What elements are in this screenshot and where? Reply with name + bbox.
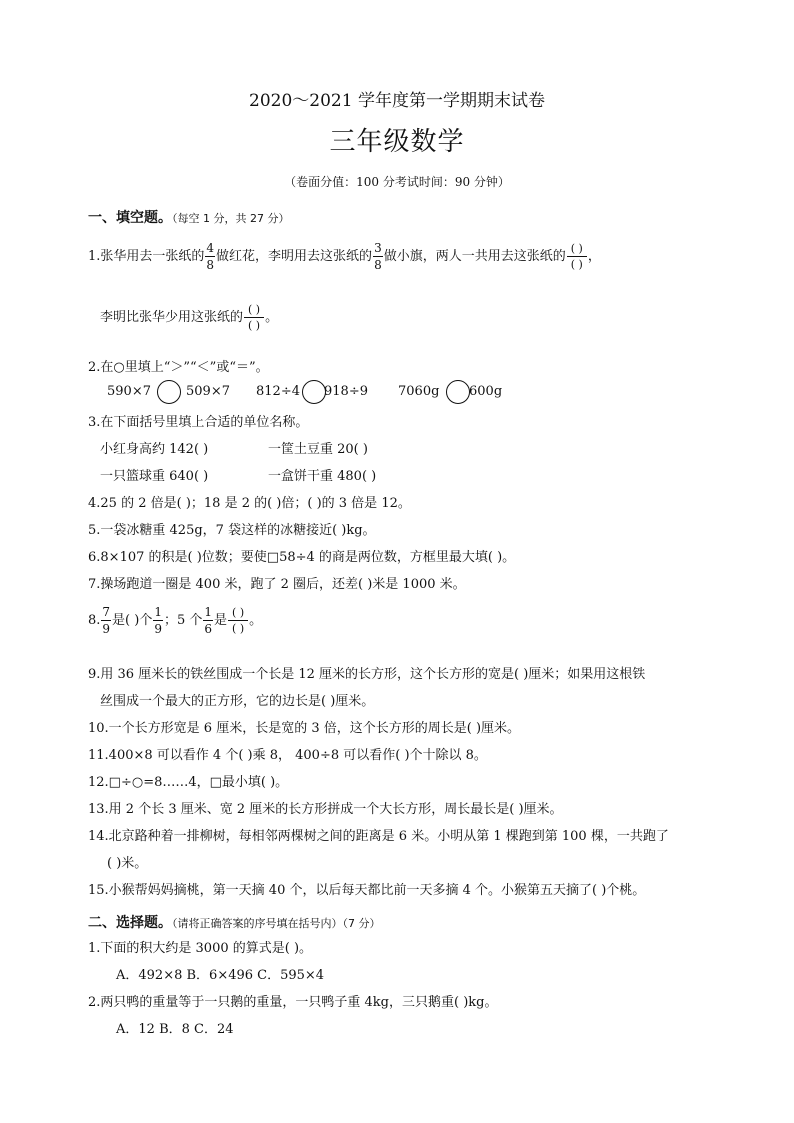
- section2-heading: [88, 912, 381, 932]
- frac-denominator: 9: [154, 622, 162, 636]
- q1-text-a: 1.张华用去一张纸的: [88, 249, 205, 264]
- frac-numerator: ( ): [570, 242, 583, 255]
- section1-heading: [88, 207, 289, 227]
- q8-text-e: 。: [249, 613, 263, 628]
- frac-denominator: ( ): [570, 258, 583, 271]
- compare-item-5: 7060g: [398, 384, 440, 399]
- compare-item-6: 600g: [469, 384, 503, 399]
- section2-title: 二、选择题。: [88, 915, 172, 931]
- q1-text-e: 。: [265, 310, 279, 325]
- question-11: 11.400×8 可以看作 4 个( )乘 8， 400÷8 可以看作( )个十除以 8。: [88, 748, 487, 763]
- answer-blank-fraction[interactable]: [244, 304, 264, 331]
- choice-question-2: 2.两只鸭的重量等于一只鹅的重量，一只鸭子重 4kg，三只鹅重( )kg。: [88, 995, 498, 1010]
- unit-blank-basketball[interactable]: 一只篮球重 640( ): [100, 469, 209, 484]
- q1-text-d: ，: [587, 249, 601, 264]
- answer-blank-fraction[interactable]: [228, 607, 248, 634]
- question-3: 3.在下面括号里填上合适的单位名称。: [88, 415, 309, 430]
- frac-denominator: 6: [204, 622, 213, 636]
- compare-circle[interactable]: [302, 380, 326, 404]
- frac-numerator: 7: [102, 605, 111, 619]
- section1-title: 一、填空题。: [88, 210, 172, 226]
- q1-text-line2: 李明比张华少用这张纸的: [100, 310, 244, 325]
- frac-numerator: 3: [374, 241, 382, 255]
- q8-text-b: 是( )个: [112, 613, 153, 628]
- subject-title: 三年级数学: [329, 127, 465, 157]
- compare-item-2: 509×7: [186, 384, 230, 399]
- unit-blank-potatoes[interactable]: 一筐土豆重 20( ): [268, 442, 368, 457]
- compare-circle[interactable]: [446, 380, 470, 404]
- q8-text-c: ；5 个: [163, 613, 203, 628]
- question-4: 4.25 的 2 倍是( )；18 是 2 的( )倍；( )的 3 倍是 12。: [88, 496, 411, 511]
- exam-title: 2020～2021 学年度第一学期期末试卷: [249, 91, 545, 111]
- frac-numerator: 1: [154, 605, 162, 619]
- question-8: [88, 606, 262, 635]
- question-15: 15.小猴帮妈妈摘桃，第一天摘 40 个，以后每天都比前一天多摘 4 个。小猴第五天摘了( )个桃。: [88, 883, 646, 898]
- question-14-line-2: ( )米。: [107, 856, 148, 871]
- question-2: 2.在○里填上“＞”“＜”或“＝”。: [88, 360, 269, 375]
- frac-denominator: 9: [102, 622, 111, 636]
- exam-info: （卷面分值：100 分考试时间：90 分钟）: [284, 175, 510, 189]
- question-14: 14.北京路种着一排柳树，每相邻两棵树之间的距离是 6 米。小明从第 1 棵跑到第 100 棵，一共跑了: [88, 829, 669, 844]
- frac-denominator: ( ): [248, 319, 261, 332]
- compare-item-1: 590×7: [107, 384, 151, 399]
- unit-blank-biscuits[interactable]: 一盒饼干重 480( ): [268, 469, 377, 484]
- question-1-line-2: [100, 304, 278, 331]
- question-9: 9.用 36 厘米长的铁丝围成一个长是 12 厘米的长方形，这个长方形的宽是( )厘米；如果用这根铁: [88, 667, 646, 682]
- q1-text-b: 做红花，李明用去这张纸的: [216, 249, 373, 264]
- question-12: 12.□÷○=8……4，□最小填( )。: [88, 775, 289, 790]
- question-1: [88, 242, 601, 271]
- choice-options-1[interactable]: A．492×8 B．6×496 C．595×4: [116, 968, 325, 983]
- fraction-7-9: [101, 606, 111, 635]
- q1-text-c: 做小旗，两人一共用去这张纸的: [383, 249, 566, 264]
- section1-note: （每空 1 分，共 27 分）: [172, 212, 290, 225]
- question-6: 6.8×107 的积是( )位数；要使□58÷4 的商是两位数，方框里最大填( )。: [88, 550, 516, 565]
- frac-denominator: ( ): [232, 622, 245, 635]
- frac-numerator: 4: [206, 241, 215, 255]
- choice-question-1: 1.下面的积大约是 3000 的算式是( )。: [88, 941, 313, 956]
- question-13: 13.用 2 个长 3 厘米、宽 2 厘米的长方形拼成一个大长方形，周长最长是( )厘米。: [88, 802, 563, 817]
- frac-numerator: ( ): [248, 303, 261, 316]
- section2-note: （请将正确答案的序号填在括号内）（7 分）: [172, 917, 381, 930]
- q8-text-a: 8.: [88, 613, 101, 628]
- frac-numerator: ( ): [232, 606, 245, 619]
- question-5: 5.一袋冰糖重 425g，7 袋这样的冰糖接近( )kg。: [88, 523, 376, 538]
- fraction-3-8: [373, 242, 383, 271]
- unit-blank-height[interactable]: 小红身高约 142( ): [100, 442, 209, 457]
- compare-circle[interactable]: [157, 380, 181, 404]
- frac-denominator: 8: [374, 258, 382, 272]
- question-7: 7.操场跑道一圈是 400 米，跑了 2 圈后，还差( )米是 1000 米。: [88, 577, 466, 592]
- fraction-4-8: [205, 242, 215, 271]
- choice-options-2[interactable]: A．12 B．8 C．24: [116, 1022, 234, 1037]
- answer-blank-fraction[interactable]: [567, 243, 587, 270]
- compare-item-3: 812÷4: [256, 384, 300, 399]
- frac-denominator: 8: [206, 258, 215, 272]
- fraction-1-6: [203, 606, 213, 635]
- question-10: 10.一个长方形宽是 6 厘米，长是宽的 3 倍，这个长方形的周长是( )厘米。: [88, 721, 521, 736]
- compare-item-4: 918÷9: [324, 384, 368, 399]
- frac-numerator: 1: [204, 605, 213, 619]
- fraction-1-9: [153, 606, 163, 635]
- question-9-line-2: 丝围成一个最大的正方形，它的边长是( )厘米。: [100, 694, 375, 709]
- q8-text-d: 是: [214, 613, 228, 628]
